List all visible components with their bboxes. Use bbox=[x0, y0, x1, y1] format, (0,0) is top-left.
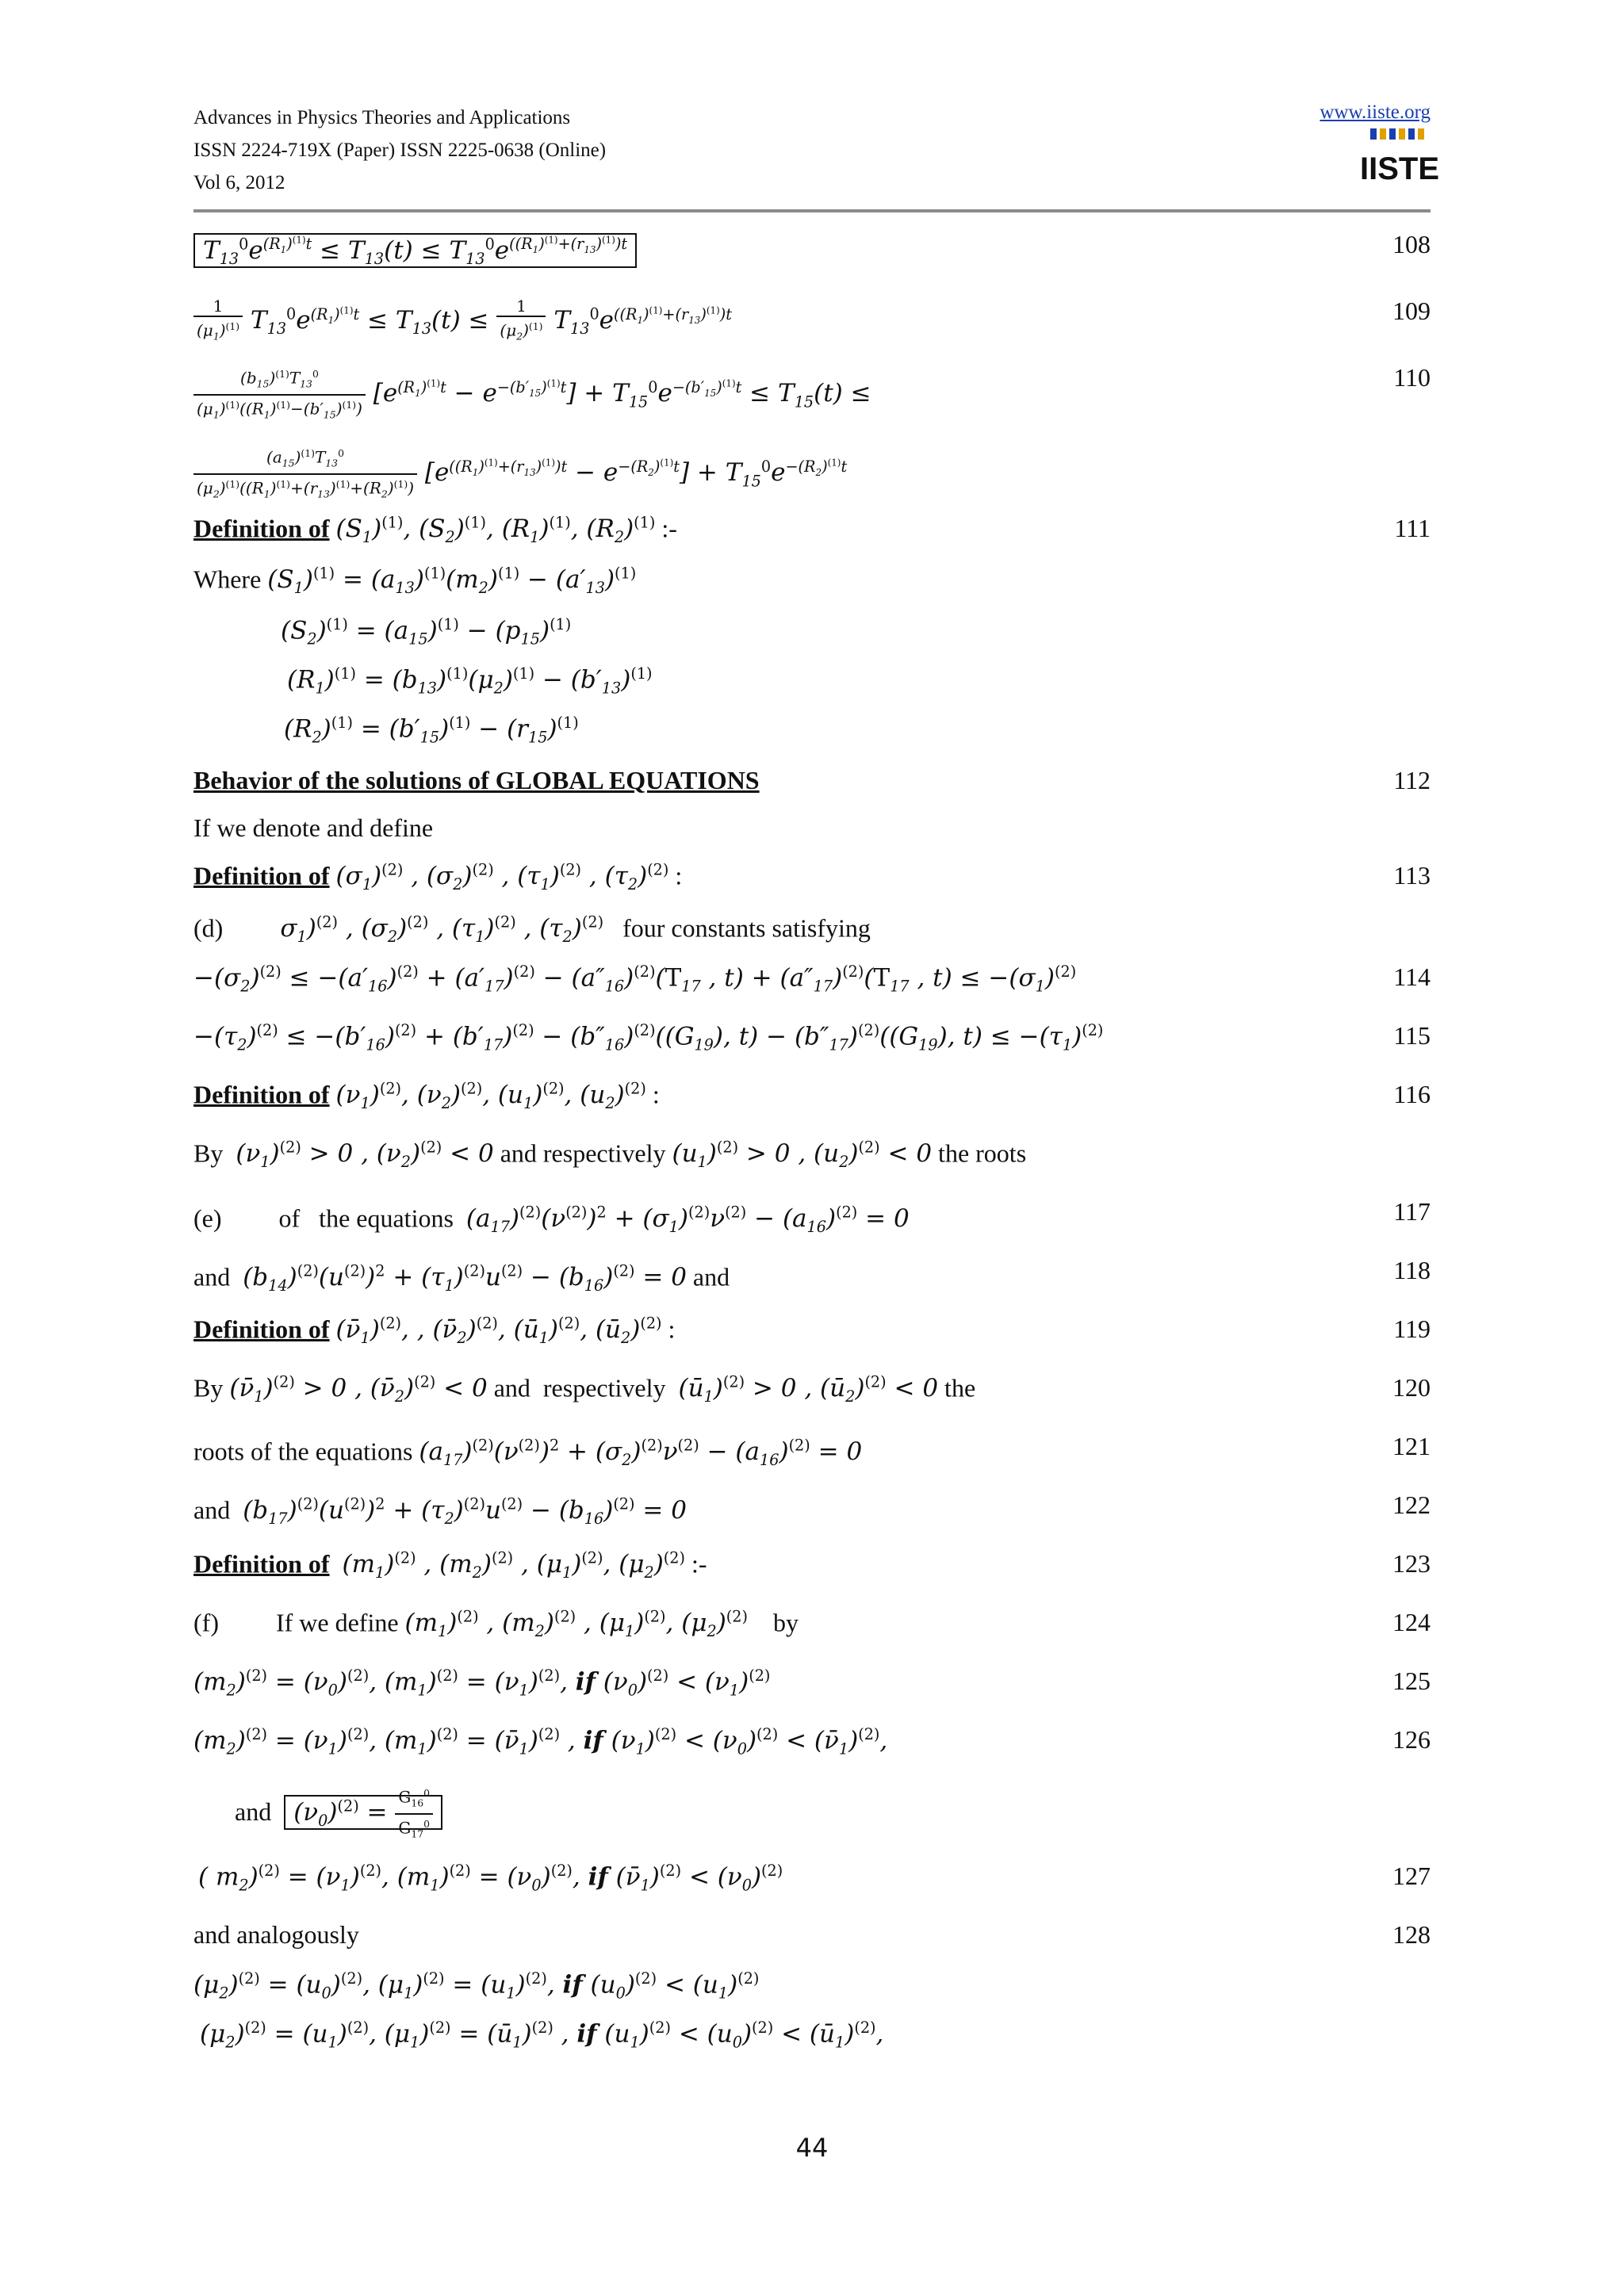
definition-111: Definition of $(S_1)^{(1)}$, $(S_2)^{(1)}$, $(R_1)^{(1)}$, $(R_2)^{(1)}$ :- bbox=[193, 514, 677, 547]
journal-title: Advances in Physics Theories and Applications bbox=[193, 107, 571, 128]
eq-121: roots of the equations $(a_{17})^{(2)}(\nu^{(2)})^2 + (\sigma_2)^{(2)}\nu^{(2)} - (a_{16})^{(2)} = 0$ bbox=[193, 1437, 863, 1470]
eq-number: 116 bbox=[1393, 1080, 1431, 1108]
eq-number: 125 bbox=[1392, 1667, 1431, 1695]
header-rule bbox=[193, 209, 1431, 212]
eq-number: 127 bbox=[1392, 1862, 1431, 1890]
item-d: (d) $\sigma_1)^{(2)}$ , $(\sigma_2)^{(2)}$ , $(\tau_1)^{(2)}$ , $(\tau_2)^{(2)}$ four constants satisfying bbox=[193, 913, 871, 947]
eq-110-line1: $\frac{(b_{15})^{(1)}T_{13}^0}{(\mu_1)^{(1)}((R_1)^{(1)}-(b'_{15})^{(1)})}$ $[e^{(R_1)^{(1)}t} - e^{-(b'_{15})^{(1)}t}] + T_{15}^0e^{-(b'_{15})^{(1)}t} \le T_{15}(t)$ ≤ bbox=[193, 365, 871, 424]
eq-114: $-(\sigma_2)^{(2)} \le -(a'_{16})^{(2)} + (a'_{17})^{(2)} - (a''_{16})^{(2)}(T_{17}$ , $t) + (a''_{17})^{(2)}(T_{17}$ , $t) \le -(\sigma_1)^{(2)}$ bbox=[193, 962, 1077, 996]
journal-issn: ISSN 2224-719X (Paper) ISSN 2225-0638 (Online) bbox=[193, 140, 607, 161]
eq-108: $T_{13}^0e^{(R_1)^{(1)}t} \le T_{13}(t) \le T_{13}^0e^{((R_1)^{(1)}+(r_{13})^{(1)})t}$ bbox=[193, 235, 637, 268]
paragraph-text: and analogously bbox=[193, 1920, 359, 1949]
eq-number: 123 bbox=[1392, 1549, 1431, 1578]
where-s1: Where $(S_1)^{(1)} = (a_{13})^{(1)}(m_2)^{(1)} - (a'_{13})^{(1)}$ bbox=[193, 564, 637, 598]
eq-number: 120 bbox=[1392, 1373, 1431, 1402]
eq-number: 114 bbox=[1393, 962, 1431, 991]
eq-number: 110 bbox=[1393, 363, 1431, 392]
v0-definition: and $(\nu_0)^{(2)}$ = $\frac{G_{16}^0}{G_{17}^0}$ bbox=[235, 1784, 442, 1843]
eq-118: and $(b_{14})^{(2)}(u^{(2)})^2 + (\tau_1)^{(2)}u^{(2)} - (b_{16})^{(2)} = 0$ and bbox=[193, 1262, 730, 1295]
paragraph-text: If we denote and define bbox=[193, 813, 434, 842]
eq-117: (e) of the equations $(a_{17})^{(2)}(\nu^{(2)})^2 + (\sigma_1)^{(2)}\nu^{(2)} - (a_{16})^{(2)} = 0$ bbox=[193, 1203, 910, 1237]
eq-115: $-(\tau_2)^{(2)} \le -(b'_{16})^{(2)} + (b'_{17})^{(2)} - (b''_{16})^{(2)}((G_{19})$, $t) - (b''_{17})^{(2)}((G_{19})$, $t) \le -(\tau_1)^{(2)}$ bbox=[193, 1021, 1104, 1054]
logo-text: IISTE bbox=[1359, 151, 1440, 186]
eq-number: 126 bbox=[1392, 1725, 1431, 1754]
item-f: (f) If we define $(m_1)^{(2)}$ , $(m_2)^{(2)}$ , $(\mu_1)^{(2)}$, $(\mu_2)^{(2)}$ by bbox=[193, 1608, 799, 1641]
eq-number: 118 bbox=[1393, 1256, 1431, 1284]
eq-120: By $(\nū_1)^{(2)} > 0$ , $(\nū_2)^{(2)} < 0$ and respectively $(ū_1)^{(2)} > 0$ , $(ū_2)^{(2)} < 0$ the bbox=[193, 1373, 976, 1406]
eq-122: and $(b_{17})^{(2)}(u^{(2)})^2 + (\tau_2)^{(2)}u^{(2)} - (b_{16})^{(2)} = 0$ bbox=[193, 1495, 687, 1529]
eq-number: 124 bbox=[1392, 1608, 1431, 1636]
iiste-logo bbox=[1359, 127, 1440, 186]
eq-number: 128 bbox=[1392, 1920, 1431, 1949]
eq-number: 115 bbox=[1393, 1021, 1431, 1050]
eq-number: 113 bbox=[1393, 861, 1431, 890]
eq-number: 117 bbox=[1393, 1197, 1431, 1226]
def-r1: $(R_1)^{(1)} = (b_{13})^{(1)}(\mu_2)^{(1)} - (b'_{13})^{(1)}$ bbox=[287, 664, 653, 698]
eq-number: 122 bbox=[1392, 1490, 1431, 1519]
eq-126: $(m_2)^{(2)} = (\nu_1)^{(2)}$, $(m_1)^{(2)}$ = $(\nū_1)^{(2)}$ , if $(\nu_1)^{(2)} < (\nu_0)^{(2)}$ < $(\nū_1)^{(2)}$, bbox=[193, 1725, 888, 1758]
eq-number: 111 bbox=[1394, 514, 1431, 542]
eq-110-line2: $\frac{(a_{15})^{(1)}T_{13}^0}{(\mu_2)^{(1)}((R_1)^{(1)}+(r_{13})^{(1)}+(R_2)^{(1)})}$ $[e^{((R_1)^{(1)}+(r_{13})^{(1)})t} - e^{-(R_2)^{(1)}t}] + T_{15}^0e^{-(R_2)^{(1)}t}$ bbox=[193, 444, 847, 503]
roots-text: By $(\nu_1)^{(2)} > 0$ , $(\nu_2)^{(2)} < 0$ and respectively $(u_1)^{(2)} > 0$ , $(u_2)^{(2)} < 0$ the roots bbox=[193, 1138, 1027, 1172]
def-s2: $(S_2)^{(1)} = (a_{15})^{(1)} - (p_{15})^{(1)}$ bbox=[281, 615, 572, 649]
eq-number: 121 bbox=[1392, 1432, 1431, 1460]
journal-volume: Vol 6, 2012 bbox=[193, 172, 285, 193]
eq-109: $\frac{1}{(\mu_1)^{(1)}}$ $T_{13}^0e^{(R_1)^{(1)}t} \le T_{13}(t)$ ≤ $\frac{1}{(\mu_2)^{(1)}}$ $T_{13}^0e^{((R_1)^{(1)}+(r_{13})^{(1)})t}$ bbox=[193, 297, 732, 346]
eq-125: $(m_2)^{(2)} = (\nu_0)^{(2)}$, $(m_1)^{(2)} = (\nu_1)^{(2)}$, if $(\nu_0)^{(2)} < (\nu_1)^{(2)}$ bbox=[193, 1667, 771, 1700]
definition-116: Definition of $(\nu_1)^{(2)}$, $(\nu_2)^{(2)}$, $(u_1)^{(2)}$, $(u_2)^{(2)}$ : bbox=[193, 1080, 660, 1113]
journal-header bbox=[193, 101, 606, 199]
page-number: 44 bbox=[795, 2133, 829, 2163]
definition-119: Definition of $(\nū_1)^{(2)}$, , $(\nū_2)^{(2)}$, $(ū_1)^{(2)}$, $(ū_2)^{(2)}$ : bbox=[193, 1314, 676, 1348]
journal-url-link[interactable]: www.iiste.org bbox=[1320, 101, 1431, 123]
section-heading: Behavior of the solutions of GLOBAL EQUATIONS bbox=[193, 766, 760, 794]
eq-number: 119 bbox=[1393, 1314, 1431, 1343]
eq-128b: $(\mu_2)^{(2)} = (u_1)^{(2)}$, $(\mu_1)^{(2)}$ = $(ū_1)^{(2)}$ , if $(u_1)^{(2)} < (u_0)^{(2)}$ < $(ū_1)^{(2)}$, bbox=[200, 2019, 884, 2052]
def-r2: $(R_2)^{(1)} = (b'_{15})^{(1)} - (r_{15})^{(1)}$ bbox=[284, 714, 579, 747]
eq-number: 112 bbox=[1393, 766, 1431, 794]
eq-128a: $(\mu_2)^{(2)} = (u_0)^{(2)}$, $(\mu_1)^{(2)} = (u_1)^{(2)}$, if $(u_0)^{(2)} < (u_1)^{(2)}$ bbox=[193, 1969, 760, 2003]
eq-number: 109 bbox=[1392, 297, 1431, 325]
definition-123: Definition of $(m_1)^{(2)}$ , $(m_2)^{(2)}$ , $(\mu_1)^{(2)}$, $(\mu_2)^{(2)}$ :- bbox=[193, 1549, 707, 1582]
eq-number: 108 bbox=[1392, 230, 1431, 258]
eq-127: ( $m_2)^{(2)} = (\nu_1)^{(2)}$, $(m_1)^{(2)} = (\nu_0)^{(2)}$, if $(\nū_1)^{(2)} < (\nu_0)^{(2)}$ bbox=[198, 1862, 783, 1895]
definition-113: Definition of $(\sigma_1)^{(2)}$ , $(\sigma_2)^{(2)}$ , $(\tau_1)^{(2)}$ , $(\tau_2)^{(2)}$ : bbox=[193, 861, 683, 894]
